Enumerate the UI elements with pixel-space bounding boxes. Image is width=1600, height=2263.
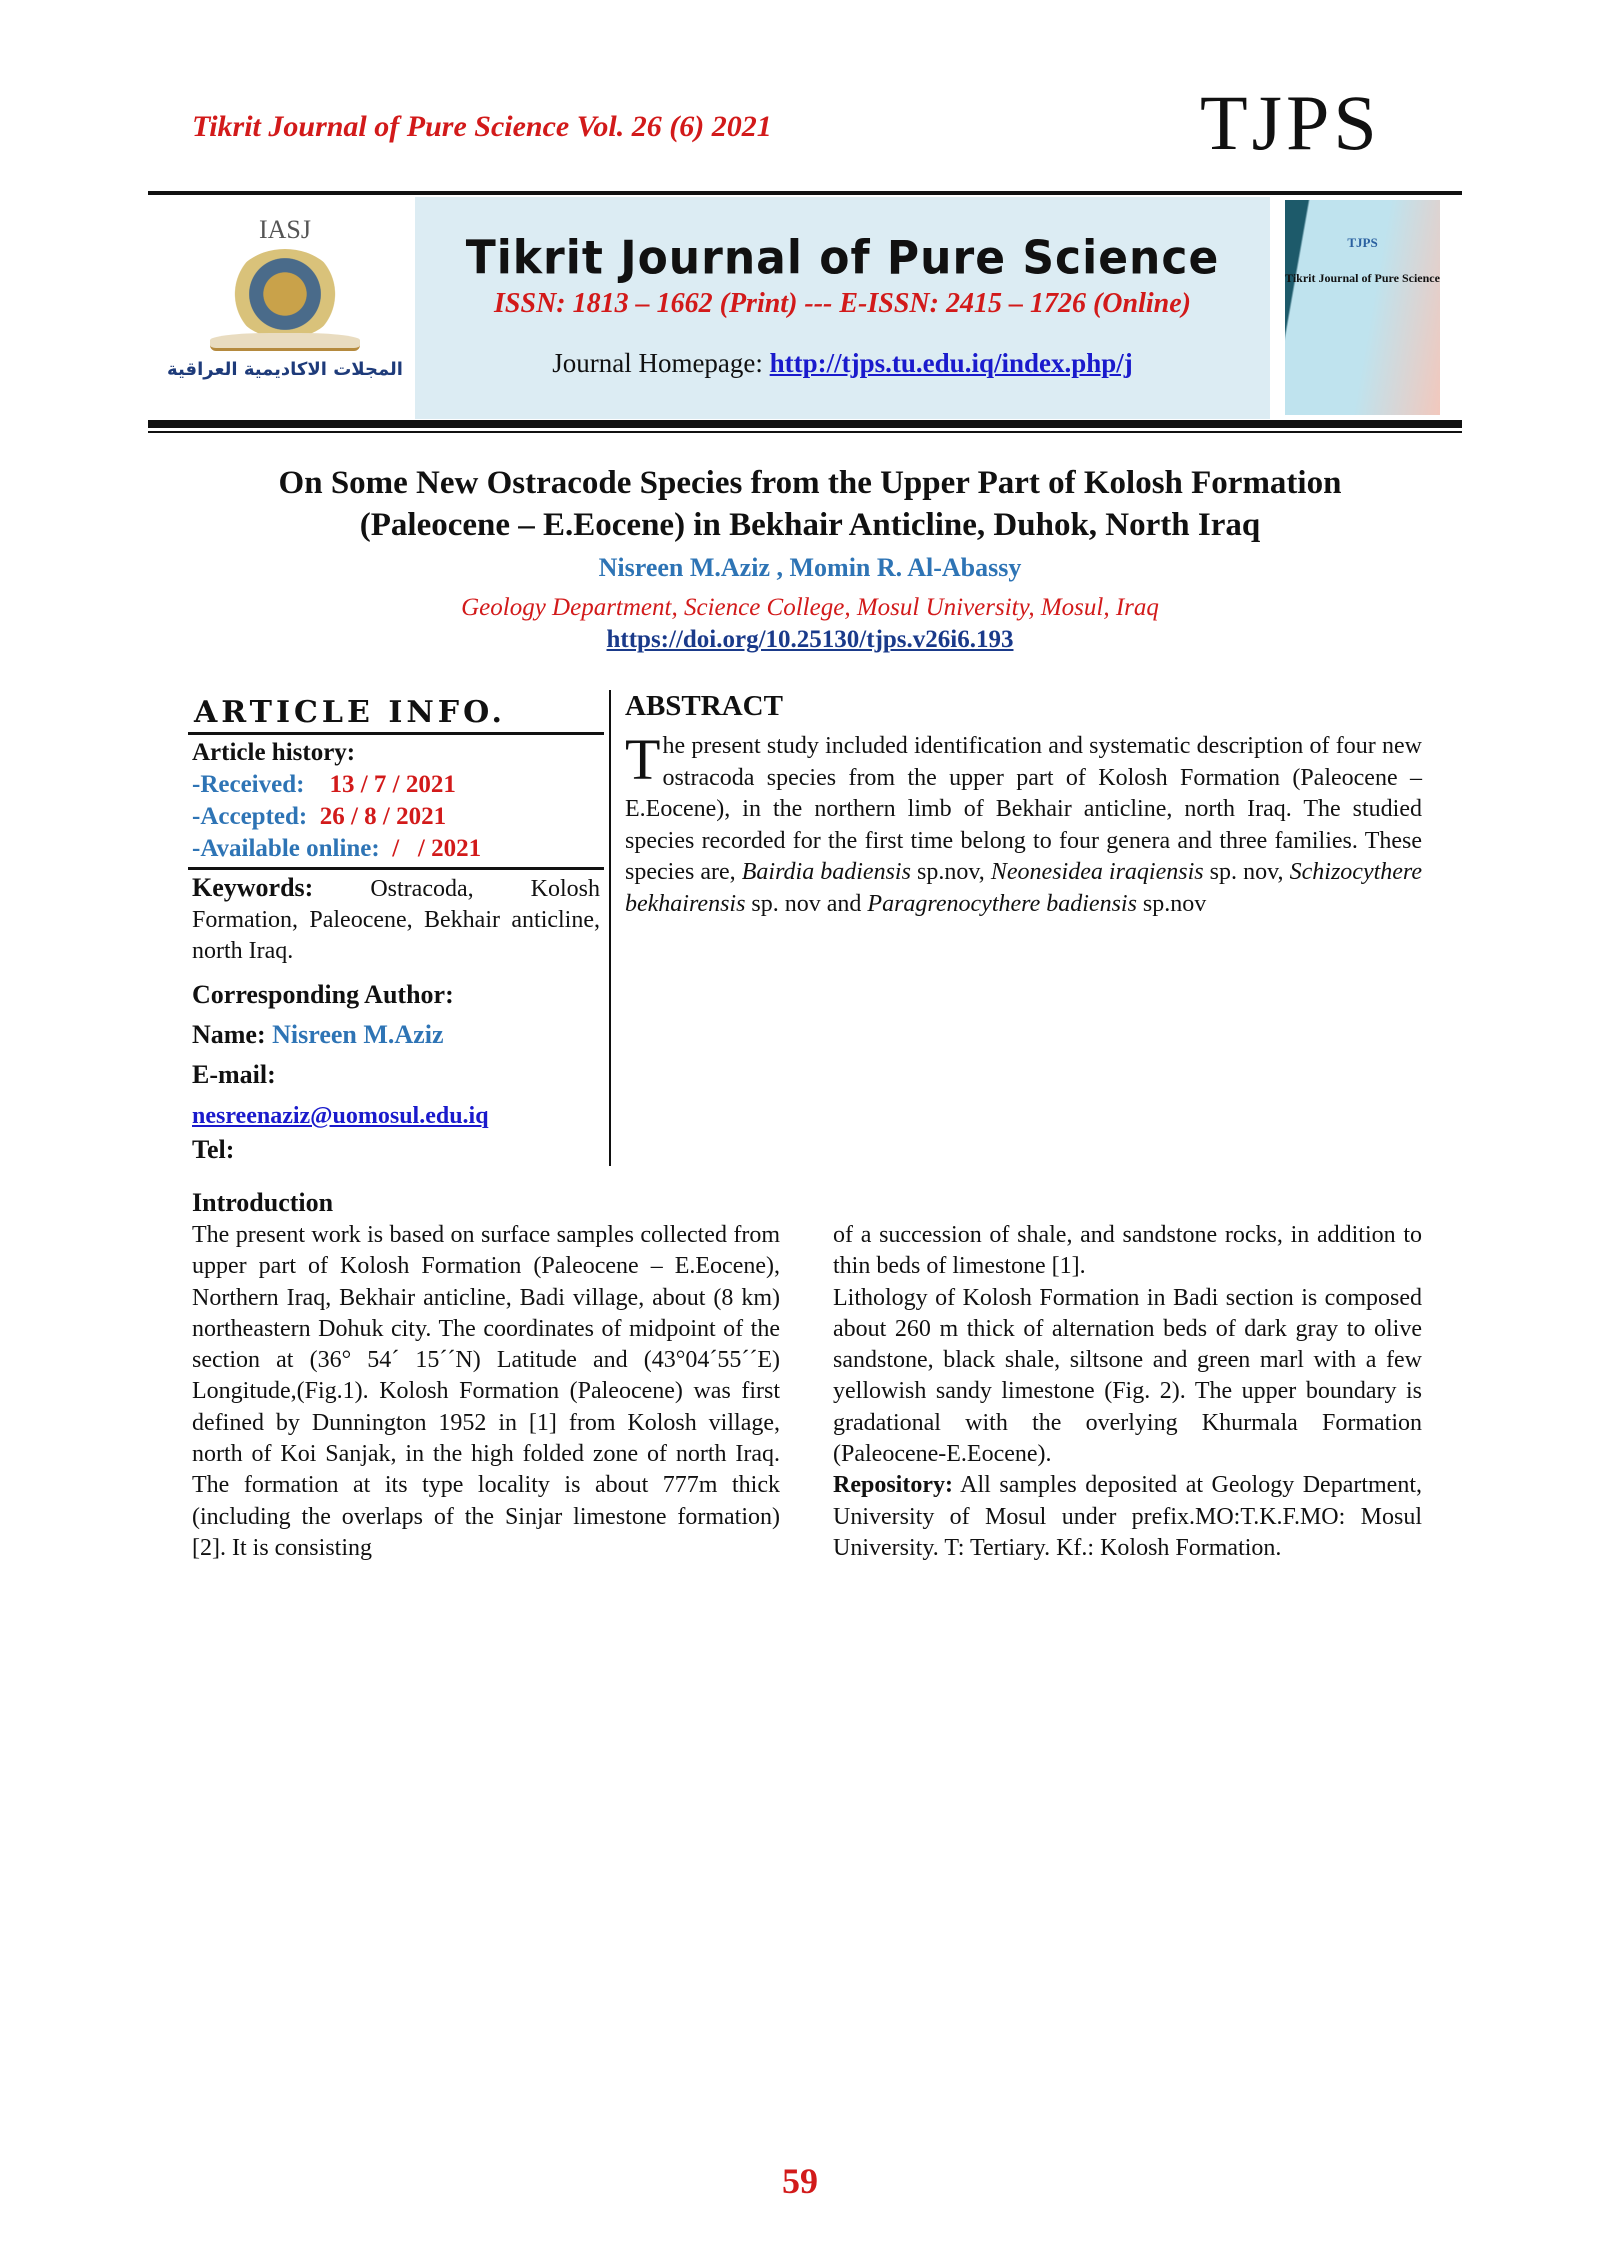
homepage-line: [415, 348, 1270, 379]
issn: ISSN: 1813 – 1662 (Print) --- E-ISSN: 2415 – 1726 (Online): [494, 288, 1191, 319]
repository-label: Repository:: [833, 1472, 953, 1499]
repository-paragraph: [833, 1470, 1422, 1564]
keywords: [192, 872, 600, 967]
cover-tjps: TJPS: [1347, 235, 1378, 250]
email-link[interactable]: nesreenaziz@uomosul.edu.iq: [192, 1103, 489, 1129]
name-label: Name:: [192, 1020, 266, 1049]
header-rule: [148, 191, 1462, 195]
divider: [188, 867, 604, 870]
keywords-label: Keywords:: [192, 873, 314, 902]
introduction-left-column: [192, 1220, 780, 1564]
introduction-heading: Introduction: [192, 1188, 334, 1217]
homepage-label: Journal Homepage:: [552, 348, 770, 378]
article-title-line1: On Some New Ostracode Species from the Upper Part of Kolosh Formation: [278, 465, 1342, 501]
journal-logo-text: TJPS: [1200, 79, 1381, 166]
abstract-text: [625, 727, 1423, 920]
book-icon: [210, 333, 360, 351]
cover-title: Tikrit Journal of Pure Science: [1285, 271, 1440, 285]
article-info-heading: ARTICLE INFO.: [194, 695, 506, 730]
intro-paragraph: Lithology of Kolosh Formation in Badi section is composed about 260 m thick of alternation beds of dark gray to olive sandstone, black shale, siltsone and green marl with a few yellowish sandy limestone (Fig. 2). The upper boundary is gradational with the overlying Khurmala Formation (Paleocene-E.Eocene).: [833, 1284, 1422, 1468]
iasj-arabic: المجلات الاكاديمية العراقية: [167, 359, 403, 380]
iasj-logo: [160, 215, 410, 385]
journal-cover-image: [1285, 200, 1440, 415]
intro-paragraph: of a succession of shale, and sandstone rocks, in addition to thin beds of limestone [1].: [833, 1222, 1422, 1280]
iasj-label: IASJ: [258, 215, 311, 244]
abstract-body: sp.nov,: [910, 859, 991, 885]
column-divider: [609, 690, 611, 1166]
journal-banner: [415, 197, 1270, 419]
species-name: Bairdia badiensis: [741, 859, 911, 885]
online-label: -Available online:: [192, 835, 380, 862]
intro-paragraph: The present work is based on surface samples collected from upper part of Kolosh Formation (Paleocene – E.Eocene), Northern Iraq, Bekhair anticline, Badi village, about (8 km) northeastern Dohuk city. The coordinates of midpoint of the section at (36° 54´ 15´´N) Latitude and (43°04´55´´E) Longitude,(Fig.1). Kolosh Formation (Paleocene) was first defined by Dunnington 1952 in [1] from Kolosh village, north of Koi Sanjak, in the high folded zone of north Iraq. The formation at its type locality is about 777m thick (including the overlaps of the Sinjar limestone formation) [2]. It is consisting: [192, 1222, 780, 1561]
dropcap: T: [625, 727, 661, 792]
species-name: Neonesidea iraqiensis: [990, 859, 1204, 885]
divider: [188, 732, 604, 735]
running-header: Tikrit Journal of Pure Science Vol. 26 (6) 2021: [192, 110, 772, 143]
affiliation: Geology Department, Science College, Mosul University, Mosul, Iraq: [461, 594, 1159, 621]
seal-icon: [230, 249, 340, 339]
abstract-body: sp. nov and: [745, 890, 868, 917]
repository-text: All samples deposited at Geology Department, University of Mosul under prefix.MO:T.K.F.MO: Mosul University. T: Tertiary. Kf.: Kolosh Formation.: [833, 1472, 1422, 1561]
doi: [160, 626, 1460, 654]
corresponding-label: Corresponding Author:: [192, 980, 454, 1009]
abstract-body: sp. nov,: [1203, 859, 1290, 885]
abstract-body: he present study included identification and systematic description of four new ostracoda species from the upper part of Kolosh Formation (Paleocene – E.Eocene), in the northern limb of Bekhair anticline, north Iraq. The studied species recorded for the first time belong to four genera and three families. These species are,: [625, 733, 1422, 885]
homepage-link[interactable]: http://tjps.tu.edu.iq/index.php/j: [769, 348, 1133, 378]
introduction-right-column: [833, 1220, 1422, 1564]
page-number: 59: [782, 2161, 818, 2201]
received-label: -Received:: [192, 771, 305, 798]
author-name: Nisreen M.Aziz: [272, 1020, 444, 1049]
tel-label: Tel:: [192, 1135, 235, 1164]
species-name: Schizocythere bekhairensis: [625, 859, 1423, 917]
authors: Nisreen M.Aziz , Momin R. Al-Abassy: [598, 553, 1022, 582]
doi-link[interactable]: https://doi.org/10.25130/tjps.v26i6.193: [606, 626, 1014, 653]
journal-title: Tikrit Journal of Pure Science: [465, 231, 1220, 286]
accepted-date: 26 / 8 / 2021: [319, 803, 447, 830]
banner-rule-thick: [148, 420, 1462, 428]
abstract: [625, 690, 1422, 920]
email-label: E-mail:: [192, 1060, 276, 1089]
species-name: Paragrenocythere badiensis: [867, 890, 1137, 917]
article-title-line2: (Paleocene – E.Eocene) in Bekhair Anticline, Duhok, North Iraq: [359, 507, 1261, 543]
banner-rule-thin: [148, 431, 1462, 433]
abstract-body: sp.nov: [1136, 890, 1207, 917]
online-date: / / 2021: [392, 835, 482, 862]
received-date: 13 / 7 / 2021: [329, 771, 456, 798]
keywords-list: Ostracoda, Kolosh Formation, Paleocene, Bekhair anticline, north Iraq.: [192, 876, 600, 964]
history-label: Article history:: [192, 739, 356, 766]
accepted-label: -Accepted:: [192, 803, 308, 830]
article-info: [192, 695, 600, 1167]
abstract-heading: ABSTRACT: [625, 690, 783, 722]
